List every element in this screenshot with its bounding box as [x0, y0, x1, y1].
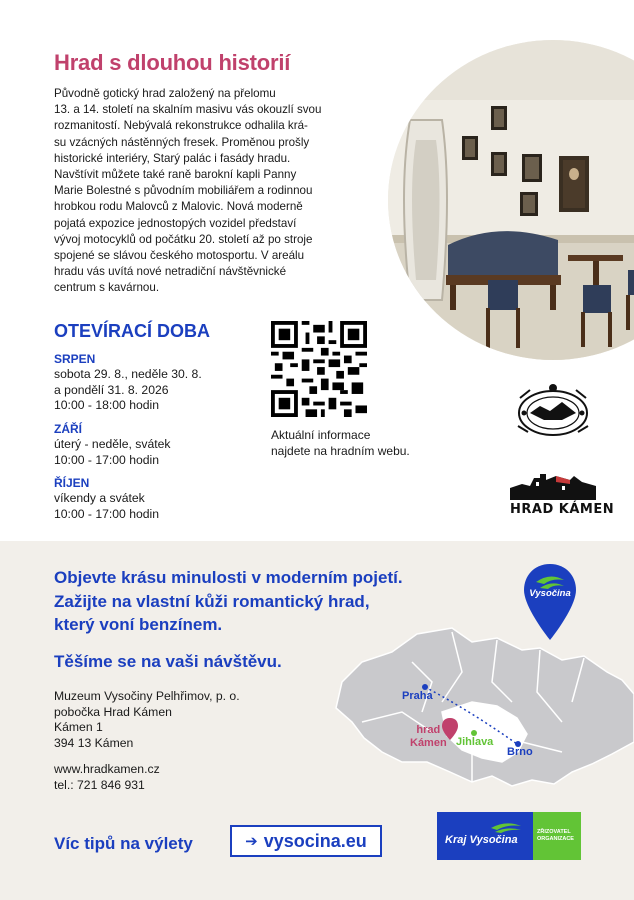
intro-line: rozmanitostí. Nebývalá rekonstrukce odhalila krá- [54, 119, 308, 133]
hrad-kamen-logo-text: HRAD KÁMEN [510, 502, 615, 517]
qr-code[interactable] [271, 321, 367, 417]
kraj-label: Kraj Vysočina [445, 834, 518, 846]
vysocina-eu-label: vysocina.eu [263, 830, 367, 851]
month-rijen: ŘÍJEN [54, 476, 90, 490]
hours-zari [54, 437, 171, 468]
vysocina-eu-button[interactable] [230, 825, 382, 857]
intro-line: Navštívit můžete také raně barokní kapli Panny [54, 168, 297, 182]
tips-label: Víc tipů na výlety [54, 834, 193, 853]
castle-emblem-logo [510, 382, 596, 442]
intro-text [54, 86, 379, 297]
hours-line: sobota 29. 8., neděle 30. 8. [54, 367, 202, 381]
address-line: pobočka Hrad Kámen [54, 704, 172, 719]
zrizovatel-line: ZŘIZOVATEL [537, 829, 571, 835]
qr-caption-line: Aktuální informace [271, 428, 371, 442]
intro-line: 13. a 14. století na skalním masivu vás okouzlí svou [54, 103, 322, 117]
intro-line: Původně gotický hrad založený na přelomu [54, 87, 276, 100]
address-line: 394 13 Kámen [54, 735, 134, 750]
hrad-kamen-castle-silhouette [510, 470, 596, 500]
month-zari: ZÁŘÍ [54, 422, 82, 436]
intro-line: hrobkou rodu Malovců z Malovic. Nová moderně [54, 200, 303, 214]
hours-srpen [54, 367, 202, 414]
hours-line: 10:00 - 17:00 hodin [54, 452, 160, 467]
hours-line: úterý - neděle, svátek [54, 437, 171, 451]
contact [54, 762, 160, 793]
zrizovatel-text [537, 829, 574, 843]
hours-line: 10:00 - 18:00 hodin [54, 398, 160, 412]
interior-illustration [388, 40, 634, 360]
vysocina-pin-label: Vysočina [529, 588, 571, 599]
intro-line: su vzácných nástěnných fresek. Proměnou prošly [54, 135, 310, 149]
opening-hours-title: OTEVÍRACÍ DOBA [54, 321, 211, 341]
zrizovatel-badge [533, 812, 581, 860]
hours-line: víkendy a svátek [54, 491, 145, 505]
intro-line: hradu vás uvítá nové netradiční návštěvnické [54, 265, 287, 279]
slogan-line: Objevte krásu minulosti v moderním pojetí. [54, 568, 403, 587]
hours-line: a pondělí 31. 8. 2026 [54, 382, 169, 397]
slogan-line: Zažijte na vlastní kůži romantický hrad, [54, 591, 370, 611]
zrizovatel-line: ORGANIZACE [537, 836, 574, 842]
address-line: Muzeum Vysočiny Pelhřimov, p. o. [54, 689, 240, 703]
intro-line: pojatá expozice jednostopých vozidel představí [54, 216, 297, 230]
qr-caption [271, 428, 410, 459]
arrow-right-icon: ➔ [245, 833, 258, 850]
czech-map [322, 622, 634, 788]
slogan-line: který voní benzínem. [54, 615, 223, 634]
intro-line: centrum s kavárnou. [54, 281, 160, 295]
website-link[interactable]: www.hradkamen.cz [54, 762, 160, 776]
castle-interior-photo [388, 40, 634, 360]
hours-line: 10:00 - 17:00 hodin [54, 506, 160, 521]
address-line: Kámen 1 [54, 720, 103, 734]
hours-rijen [54, 491, 159, 522]
intro-line: vývoj motocyklů od počátku 20. století až po stroje [54, 232, 313, 246]
intro-line: spojené se slávou českého motosportu. V areálu [54, 249, 305, 263]
map-label-praha: Praha [402, 690, 433, 702]
qr-caption-line: najdete na hradním webu. [271, 443, 410, 458]
map-label-hrad-kamen [410, 724, 447, 750]
welcome-text: Těšíme se na vaši návštěvu. [54, 652, 282, 671]
map-label-jihlava: Jihlava [456, 736, 494, 748]
address [54, 689, 240, 751]
kraj-swoosh-icon [489, 820, 523, 834]
map-label-kamen: Kámen [410, 737, 447, 749]
kraj-vysocina-logo [437, 812, 533, 860]
intro-line: Marie Bolestné s původním mobiliářem a rodinnou [54, 184, 313, 198]
map-label-brno: Brno [507, 746, 533, 758]
map-label-hrad: hrad [416, 724, 441, 736]
month-srpen: SRPEN [54, 352, 96, 366]
page-title: Hrad s dlouhou historií [54, 50, 291, 75]
phone-number: tel.: 721 846 931 [54, 777, 145, 792]
intro-line: historické interiéry, Starý palác i fasády hradu. [54, 151, 291, 165]
